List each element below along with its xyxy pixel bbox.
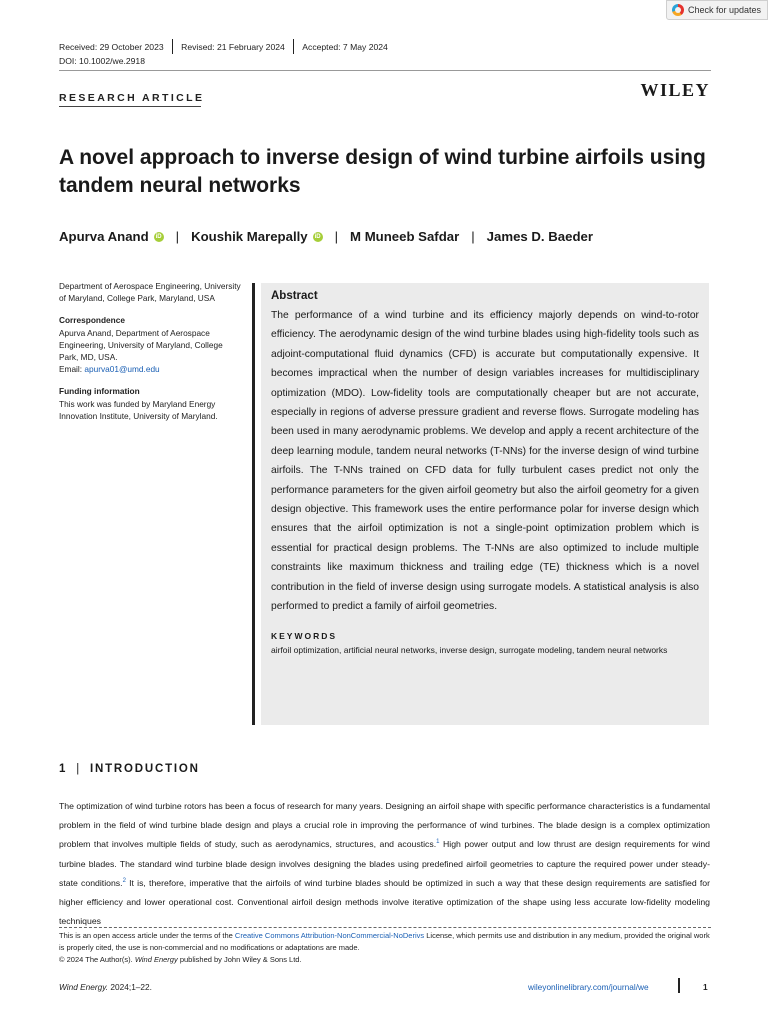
publisher-logo: WILEY [640, 80, 710, 100]
accepted-date: Accepted: 7 May 2024 [302, 41, 388, 52]
author-separator: | [471, 229, 475, 244]
author-name[interactable]: Apurva Anand [59, 229, 149, 244]
date-separator [172, 39, 174, 54]
abstract-text: The performance of a wind turbine and its efficiency majorly depends on wind-to-rotor efficiency. The aerodynamic design of the wind turbine blades using high-fidelity tools such as adjoint-computational fluid dynamics (CFD) is accurate but computationally expensive. It becomes impractical when the number of design variables increases for multidisciplinary optimization (MDO). Low-fidelity tools are computationally cheaper but are not accurate, especially in regions of adverse pressure gradient and reverse flows. Surrogate modeling has been used in many aerodynamic problems. We develop and apply a recent architecture of the deep learning module, tandem neural networks (T-NNs) for the inverse design of wind turbine airfoils. The T-NNs trained on CFD data for fully turbulent cases predict not only the performance parameters for the given airfoil geometry but also the airfoil geometry for a given design objective. This framework uses the entire performance polar for inverse design which ensures that the airfoil optimization is not a single-point optimization problem which is essential for practical design problems. The T-NNs are also optimized to include multiple constraints like maximum thickness and trailing edge (TE) thickness which is a novel contribution in the field of inverse design using surrogate models. A statistical analysis is also performed to predict a family of airfoil geometries. [271, 310, 699, 613]
footer-journal-name: Wind Energy. [59, 982, 109, 992]
abstract-box [261, 283, 709, 725]
funding-heading: Funding information [59, 386, 140, 397]
email-label: Email: [59, 364, 85, 375]
keywords-heading: KEYWORDS [271, 630, 338, 641]
article-title: A novel approach to inverse design of wind turbine airfoils using tandem neural networks [59, 146, 706, 197]
section-title: INTRODUCTION [90, 763, 200, 775]
orcid-icon[interactable]: iD [314, 233, 321, 240]
correspondence-email [59, 363, 244, 375]
article-sidebar [59, 280, 244, 432]
check-for-updates-button[interactable] [666, 0, 768, 20]
date-separator [293, 39, 295, 54]
funding-text: This work was funded by Maryland Energy Innovation Institute, University of Maryland. [59, 398, 218, 421]
license-text [59, 930, 710, 954]
funding-information [59, 385, 244, 422]
section-heading [59, 763, 200, 775]
orcid-icon[interactable]: iD [155, 233, 162, 240]
correspondence-text: Apurva Anand, Department of Aerospace Engineering, University of Maryland, College Park, MD, USA. [59, 327, 223, 363]
license-post: License, which permits use and distribution in any medium, provided the original work is properly cited, the use is non-commercial and no modifications or adaptations are made. [59, 931, 710, 952]
copyright-pre: © 2024 The Author(s). [59, 955, 135, 964]
introduction-paragraph [59, 797, 710, 931]
correspondence-heading: Correspondence [59, 315, 125, 326]
header-rule [59, 70, 711, 71]
keywords-list: airfoil optimization, artificial neural networks, inverse design, surrogate modeling, tandem neural networks [271, 644, 668, 655]
intro-text: High power output and low thrust are design requirements for wind turbine blades. The standard wind turbine blade design involves designing the blades using predefined airfoil geometries to capture the required power under steady-state conditions. [59, 839, 710, 888]
check-for-updates-label: Check for updates [688, 5, 762, 15]
page-number: 1 [703, 982, 708, 992]
copyright-line [59, 954, 710, 966]
author-list [59, 229, 593, 244]
license-link[interactable]: Creative Commons Attribution-NonCommercial-NoDerivs [234, 931, 425, 940]
citation-link[interactable]: 2 [122, 877, 126, 884]
journal-url-link[interactable]: wileyonlinelibrary.com/journal/we [528, 982, 649, 992]
abstract-heading: Abstract [271, 290, 318, 302]
footer-citation [59, 982, 152, 992]
intro-text: It is, therefore, imperative that the airfoils of wind turbine blades should be optimized in such a way that these design requirements are satisfied for higher efficiency and lower operational cost. Conventional airfoil design methods involve iterative optimization of the shape using less accurate low-fidelity modeling techniques [59, 877, 711, 927]
citation-link[interactable]: 1 [436, 839, 440, 846]
received-date: Received: 29 October 2023 [59, 41, 164, 52]
article-type: RESEARCH ARTICLE [59, 92, 205, 104]
copyright-post: published by John Wiley & Sons Ltd. [177, 955, 302, 964]
author-separator: | [175, 229, 180, 244]
doi: DOI: 10.1002/we.2918 [59, 56, 145, 66]
author-separator: | [334, 229, 339, 244]
license-pre: This is an open access article under the terms of the [59, 931, 235, 940]
email-link[interactable]: apurva01@umd.edu [84, 364, 160, 375]
license-rule [59, 927, 711, 928]
section-separator: | [76, 763, 81, 775]
copyright-journal: Wind Energy [134, 955, 178, 964]
footer-journal-info: 2024;1–22. [108, 982, 152, 992]
crossmark-icon [672, 4, 684, 16]
license-notice [59, 930, 710, 966]
article-dates [59, 39, 388, 54]
article-type-underline [59, 106, 201, 107]
footer-separator [678, 978, 680, 993]
correspondence [59, 314, 244, 375]
affiliation: Department of Aerospace Engineering, University of Maryland, College Park, Maryland, USA [59, 281, 241, 304]
author-name[interactable]: James D. Baeder [486, 229, 593, 244]
sidebar-divider [252, 283, 255, 725]
author-name[interactable]: Koushik Marepally [191, 229, 308, 244]
section-number: 1 [59, 763, 68, 775]
intro-text: The optimization of wind turbine rotors has been a focus of research for many years. Designing an airfoil shape with specific performance characteristics is a fundamental problem in the field of wind turbine blade design and plays a crucial role in improving the performance of wind turbines. The blade design is a complex optimization problem that involves multiple fields of study, such as aerodynamics, structures, and acoustics. [59, 801, 710, 850]
revised-date: Revised: 21 February 2024 [181, 41, 285, 52]
author-name[interactable]: M Muneeb Safdar [350, 229, 460, 244]
